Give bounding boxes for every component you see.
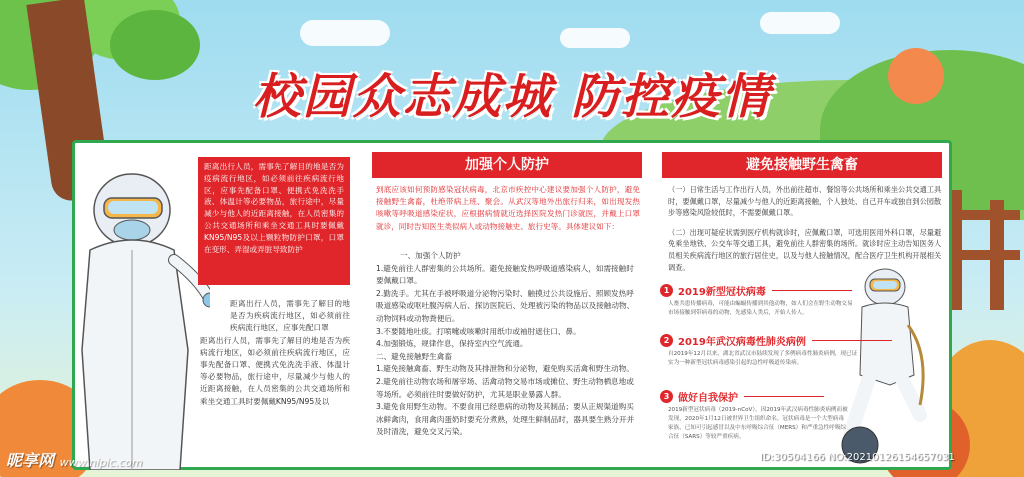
right-body: [668, 184, 943, 273]
list-item: 二、避免接触野生禽畜: [376, 351, 452, 361]
cloud-illustration: [760, 12, 840, 34]
left-paragraph: 距离出行人员，需事先了解目的地是否为疾病流行地区，如必须前往疾病流行地区，应事先配备口罩、便携式免洗洗手液、体温计等必要物品，旅行途中，尽量减少与他人的近距离接触，在人员密集的公共交通场所和乘坐交通工具时要佩戴KN95/N95及以: [200, 335, 350, 406]
list-item: 1.避免接触禽畜、野生动物及其排泄物和分泌物，避免购买活禽和野生动物。: [376, 364, 634, 374]
right-paragraph: （一）日常生活与工作出行人员，外出前往超市、餐馆等公共场所和乘坐公共交通工具时，要佩戴口罩，尽量减少与他人的近距离接触，个人独处、自己开车或独自到公园散步等感染风险较低时，不需要佩戴口罩。: [668, 185, 942, 218]
divider: [772, 290, 852, 291]
right-paragraph: （二）出现可疑症状需到医疗机构就诊时，应佩戴口罩，可选用医用外科口罩，尽量避免乘坐地铁、公交车等交通工具，避免前往人群密集的场所。就诊时应主动告知医务人员相关疾病流行地区的旅行居住史，以及与他人接触情况，配合医疗卫生机构开展相关调查。: [668, 227, 942, 272]
subsection-number: 1: [660, 284, 673, 297]
watermark-brand: [6, 448, 142, 471]
cloud-illustration: [560, 28, 630, 48]
fence-post: [990, 200, 1004, 310]
list-item: 2.勤洗手。尤其在手被呼吸道分泌物污染时、触摸过公共设施后、照顾发热呼吸道感染或呕吐腹泻病人后、探访医院后、处理被污染的物品以及接触动物、动物饲料或动物粪便后。: [376, 288, 635, 323]
left-body-text: [200, 298, 350, 408]
subsection-number: 3: [660, 390, 673, 403]
subsection-heading: [660, 282, 852, 298]
list-item: 4.加强锻炼，规律作息，保持室内空气流通。: [376, 339, 528, 349]
subsection-text: 人畜共患传播病毒，可能由蝙蝠传播到其他动物，如人们会在野生动物交易市场接触到带病毒的动物，先感染人类后，开始人传人。: [668, 301, 853, 316]
subsection-number: 2: [660, 334, 673, 347]
left-paragraph: 距离出行人员，需事先了解目的地是否为疾病流行地区，如必须前往疾病流行地区，应事先配口罩: [230, 299, 350, 333]
left-highlight-box: 距离出行人员，需事先了解目的地是否为疫病流行地区，如必须前往疾病流行地区，应事先配备口罩、便携式免洗洗手液、体温计等必要物品，旅行途中，尽量减少与他人的近距离接触，在人员密集的公共交通场所和乘坐交通工具时要佩戴KN95/N95及以上颗粒物防护口罩，口罩在变形、弄湿或弄脏导致防护: [198, 157, 350, 285]
cloud-illustration: [300, 20, 390, 46]
list-item: 3.不要随地吐痰。打喷嚏或咳嗽时用纸巾或袖肘遮住口、鼻。: [376, 326, 581, 336]
subsection-title: 2019新型冠状病毒: [678, 286, 766, 298]
list-item: 2.避免前往动物农场和屠宰场、活禽动物交易市场或摊位、野生动物栖息地或等场所。必须前往时要做好防护，尤其是职业暴露人群。: [376, 376, 634, 399]
subsection-text: 2019新型冠状病毒（2019-nCoV），因2019年武汉病毒性肺炎病例而被发现，2020年1月12日被世界卫生组织命名。冠状病毒是一个大型病毒家族，已知可引起感冒以及中东呼吸综合征（MERS）和严重急性呼吸综合征（SARS）等较严重疾病。: [668, 407, 848, 440]
subsection-text: 自2019年12月以来，湖北省武汉市陆续发现了多例病毒性肺炎病例，现已证实为一种新型冠状病毒感染引起的急性呼吸道传染病。: [668, 351, 858, 366]
watermark-brand-text: 昵享网: [6, 451, 55, 470]
list-item: 3.避免食用野生动物。不要食用已经患病的动物及其制品；要从正规渠道购买冰鲜禽肉，食用禽肉蛋奶时要充分煮熟，处理生鲜制品时，器具要生熟分开并及时清洗，避免交叉污染。: [376, 402, 635, 437]
section-header-personal-protection: 加强个人防护: [372, 152, 642, 178]
page-title: 校园众志成城 防控疫情: [252, 69, 772, 125]
subsection-heading: [660, 332, 892, 348]
list-item: 1.避免前往人群密集的公共场所。避免接触发热呼吸道感染病人，如需接触时要佩戴口罩。: [376, 263, 634, 286]
divider: [812, 340, 892, 341]
middle-intro-text: 到底应该如何预防感染冠状病毒，北京市疾控中心建议要加强个人防护，避免接触野生禽畜，杜绝带病上班、聚会。从武汉等地外出旅行归来，如出现发热咳嗽等呼吸道感染症状，应根据病情就近选择医院发热门诊就医，并戴上口罩就诊，同时告知医生类似病人或动物接触史、旅行史等。具体建议如下：: [376, 185, 640, 231]
list-item: 一、加强个人防护: [400, 251, 461, 260]
watermark-id: ID:30504166 NO:20210126154657031: [760, 452, 955, 463]
subsection-title: 2019年武汉病毒性肺炎病例: [678, 336, 806, 348]
middle-body: [376, 250, 640, 439]
divider: [744, 396, 824, 397]
medical-worker-illustration: [70, 170, 210, 470]
section-header-avoid-wildlife: 避免接触野生禽畜: [662, 152, 942, 178]
watermark-url: www.nipic.com: [59, 456, 143, 469]
subsection-heading: [660, 388, 824, 404]
subsection-title: 做好自我保护: [678, 392, 738, 404]
